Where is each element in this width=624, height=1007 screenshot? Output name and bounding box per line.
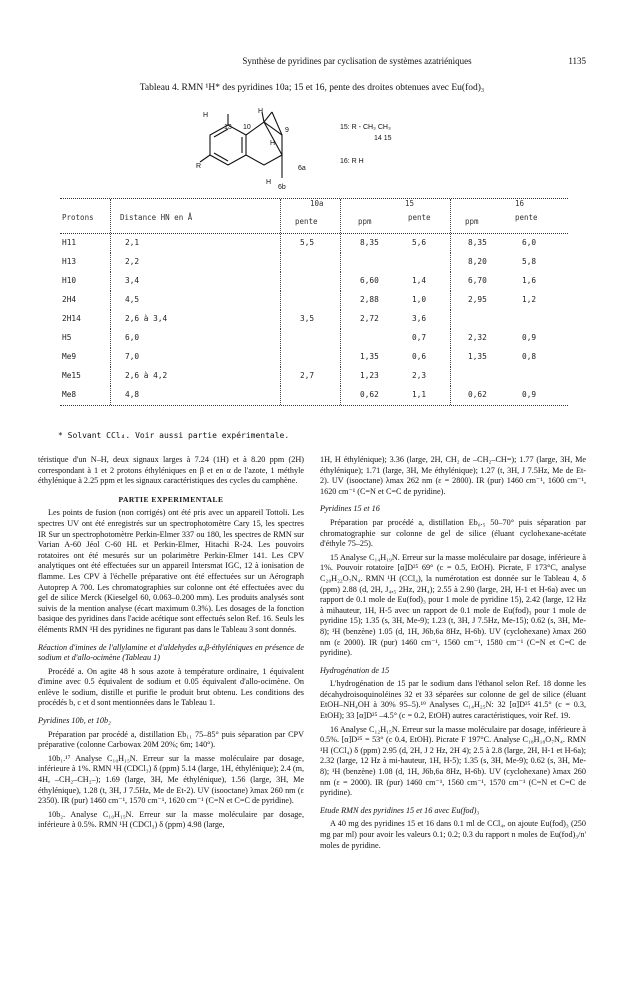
header-pente-16: pente — [515, 213, 538, 222]
col-divider — [110, 329, 111, 348]
col-divider — [450, 329, 451, 348]
struct-label-9: 9 — [285, 127, 289, 134]
table-footnote: * Solvant CCl₄. Voir aussi partie expérimentale. — [58, 431, 290, 440]
struct-label-r: R — [196, 163, 202, 170]
header-pente-15: pente — [408, 213, 431, 222]
col-divider — [280, 199, 281, 233]
table-cell: Me8 — [62, 390, 77, 399]
running-title: Synthèse de pyridines par cyclisation de systèmes azatriéniques — [242, 56, 472, 66]
table-cell: 6,0 — [125, 333, 140, 342]
table-cell: 6,60 — [360, 276, 379, 285]
col-divider — [450, 234, 451, 253]
table-caption: Tableau 4. RMN ¹H* des pyridines 10a; 15 et 16, pente des droites obtenues avec Eu(fod)₃ — [139, 83, 485, 93]
col-divider — [340, 367, 341, 386]
struct-subs-15-nums: 14 15 — [374, 135, 392, 142]
table-cell: 2,1 — [125, 238, 140, 247]
col-divider — [450, 386, 451, 405]
struct-label-h3: H — [270, 140, 276, 147]
header-compound-10a: 10a — [310, 199, 324, 208]
table-cell: 2H4 — [62, 295, 77, 304]
paragraph: 16 Analyse C₁₂H₁₅N. Erreur sur la masse moléculaire par dosage, inférieure à 0.5%. [α]D²⁵ = 53° (c 0.4, EtOH). Picrate F 197°C. Analyse C₁₈H₁₈O₇N₄. RMN ¹H (CCl₄) δ (ppm) 2.95 (d, 2H, J 2 Hz, 2H 4); 2.5 à 2.8 (large, 2H, H-1 et H-6a); 2.32 (large, 12 Hz à mi-hauteur, 1H, H-5); 1.35 (s, 3H, Me-9); 0.62 (s, 3H, Me-8); ¹H (benzène) 1.08 (d, 1H, J6b,6a 8Hz, H-6b). UV (cyclohexane) λmax 260 nm (ε = 2000). IR (pur) 1460 cm⁻¹, 1560 cm⁻¹, 1570 cm⁻¹ (C=N et C=C de pyridine). — [320, 724, 586, 798]
table-cell: 2,7 — [300, 371, 315, 380]
col-divider — [450, 348, 451, 367]
table-header — [60, 199, 568, 233]
subsection-heading: Réaction d'imines de l'allylamine et d'aldehydes α,β-éthyléniques en présence de sodium et d'allo-ocimène (Tableau 1) — [38, 642, 304, 663]
col-divider — [280, 310, 281, 329]
table-cell: 0,8 — [522, 352, 537, 361]
col-divider — [110, 291, 111, 310]
struct-label-h2: H — [258, 108, 264, 115]
col-divider — [450, 367, 451, 386]
col-divider — [340, 291, 341, 310]
paragraph: 15 Analyse C₁₄H₁₉N. Erreur sur la masse moléculaire par dosage, inférieure à 1%. Pouvoir rotatoire [α]D²⁵ 69° (c = 0.5, EtOH). Picrate, F 173°C, analyse C₂₀H₂₂O₇N₄. RMN ¹H (CCl₄), la numérotation est donnée sur le Tableau 4, δ (ppm) 2.88 (d, 2H, J₄,₅ 2Hz, 2H₄); 2.55 à 2.90 (large, 2H, H-1 et H-6a) avec un rapport de 0.1 mole de Eu(fod)₃ pour 1 mole de pyridine 15), 2.42 (large, 12 Hz à mihauteur, 1H, H-5 avec un rapport de 0.1 mole de Eu(fod)₃ pour 1 mole de pyridine 15); 1.35 (s, 3H, Me-9); 1.23 (t, 3H, J 7.5Hz, Me-15); 0.62 (s, 3H, Me-8); ¹H (benzène) 1.05 (d, 1H, J6b,6a 8Hz, H-6b). UV (cyclohexane) λmax 260 nm (ε 2000). IR (pur) 1460 cm⁻¹, 1560 cm⁻¹, 1580 cm⁻¹ (C=N et C=C de pyridine). — [320, 552, 586, 658]
table-cell: H11 — [62, 238, 77, 247]
header-compound-16: 16 — [515, 199, 525, 208]
col-divider — [450, 253, 451, 272]
col-divider — [110, 234, 111, 253]
table-cell: 2H14 — [62, 314, 81, 323]
table-cell: 3,4 — [125, 276, 140, 285]
struct-label-h1: H — [203, 112, 209, 119]
col-divider — [280, 272, 281, 291]
header-compound-15: 15 — [405, 199, 415, 208]
col-divider — [280, 329, 281, 348]
subsection-heading: Pyridines 10b, et 10b₂ — [38, 716, 111, 726]
paragraph: téristique d'un N–H, deux signaux larges à 7.24 (1H) et à 8.20 ppm (2H) correspondant à 1 et 2 protons éthyléniques en β et en α de l'azote, 1 méthyle éthylénique à 2.25 ppm et les signaux caractéristiques des cycles du camphène. — [38, 455, 304, 486]
running-header — [38, 56, 586, 68]
table-row — [60, 348, 568, 367]
paragraph: Procédé a. On agite 48 h sous azote à température ordinaire, 1 équivalent d'imine avec 0.5 équivalent de sodium et 0.05 équivalent d'allo-ocimène. On enlève le sodium, distille et purifie le produit brut obtenu. Les conditions des procédés b, c et d sont mentionnées dans le Tableau 1. — [38, 666, 304, 708]
table-cell: 0,62 — [468, 390, 487, 399]
table-cell: 8,35 — [468, 238, 487, 247]
pyridine-structure-diagram — [190, 100, 340, 195]
table-cell: Me9 — [62, 352, 77, 361]
col-divider — [280, 253, 281, 272]
col-divider — [450, 291, 451, 310]
table-cell: 2,88 — [360, 295, 379, 304]
table-cell: 2,6 à 4,2 — [125, 371, 168, 380]
table-cell: 1,35 — [468, 352, 487, 361]
table-cell: 5,5 — [300, 238, 315, 247]
col-divider — [280, 348, 281, 367]
table-cell: 0,9 — [522, 390, 537, 399]
table-cell: 2,6 à 3,4 — [125, 314, 168, 323]
col-divider — [280, 234, 281, 253]
left-text-column — [38, 455, 304, 834]
table-rule-bottom — [60, 405, 568, 406]
col-divider — [340, 329, 341, 348]
table-cell: 2,2 — [125, 257, 140, 266]
header-distance: Distance HN en Å — [120, 213, 193, 222]
col-divider — [280, 291, 281, 310]
table-cell: 4,5 — [125, 295, 140, 304]
table-cell: 6,70 — [468, 276, 487, 285]
table-row — [60, 310, 568, 329]
page-number: 1135 — [568, 56, 586, 66]
table-cell: 7,0 — [125, 352, 140, 361]
table-cell: 6,0 — [522, 238, 537, 247]
col-divider — [340, 348, 341, 367]
table-row — [60, 234, 568, 253]
col-divider — [340, 253, 341, 272]
struct-subs-15: 15: R - CH₃ CH₃ — [340, 124, 391, 131]
struct-subs-16: 16: R H — [340, 158, 364, 165]
table-cell: 3,5 — [300, 314, 315, 323]
col-divider — [450, 199, 451, 233]
col-divider — [280, 386, 281, 405]
table-row — [60, 253, 568, 272]
table-cell: 1,35 — [360, 352, 379, 361]
subsection-heading: Etude RMN des pyridines 15 et 16 avec Eu(fod)₃ — [320, 805, 480, 815]
col-divider — [110, 348, 111, 367]
subsection-heading: Hydrogénation de 15 — [320, 665, 390, 675]
struct-label-13: 13 — [224, 124, 232, 131]
table-row — [60, 291, 568, 310]
subsection-heading: Pyridines 15 et 16 — [320, 504, 380, 514]
col-divider — [450, 272, 451, 291]
table-row — [60, 367, 568, 386]
table-cell: H13 — [62, 257, 77, 266]
table-cell: 0,9 — [522, 333, 537, 342]
table-cell: 1,23 — [360, 371, 379, 380]
struct-label-h4: H — [266, 179, 272, 186]
header-protons: Protons — [62, 213, 94, 222]
paragraph: A 40 mg des pyridines 15 et 16 dans 0.1 ml de CCl₄, on ajoute Eu(fod)₃ (250 mg par ml) pour avoir les valeurs 0.1; 0.2; 0.3 du rapport n moles de Eu(fod)₃/n' moles de pyridine. — [320, 819, 586, 850]
paragraph: 1H, H éthylénique); 3.36 (large, 2H, CH₂ de –CH₂–CH=); 1.77 (large, 3H, Me éthylénique); 1.71 (large, 3H, Me éthylénique); 1.27 (t, 3H, J 7.5Hz, Me de Et-2). UV (isooctane) λmax 262 nm (ε = 2800). IR (pur) 1460 cm⁻¹, 1600 cm⁻¹, 1620 cm⁻¹ (C=N et C=C de pyridine). — [320, 455, 586, 496]
table-row — [60, 386, 568, 405]
table-cell: 1,0 — [412, 295, 427, 304]
nmr-table — [60, 198, 568, 406]
header-ppm-16: ppm — [465, 217, 479, 226]
table-cell: 2,3 — [412, 371, 427, 380]
col-divider — [340, 310, 341, 329]
table-row — [60, 272, 568, 291]
table-cell: 1,2 — [522, 295, 537, 304]
table-cell: 5,8 — [522, 257, 537, 266]
table-cell: 1,1 — [412, 390, 427, 399]
col-divider — [110, 367, 111, 386]
header-ppm-15: ppm — [358, 217, 372, 226]
col-divider — [110, 272, 111, 291]
table-cell: 4,8 — [125, 390, 140, 399]
table-cell: 2,72 — [360, 314, 379, 323]
struct-label-6a: 6a — [298, 165, 306, 172]
col-divider — [340, 386, 341, 405]
table-cell: 3,6 — [412, 314, 427, 323]
table-cell: 2,32 — [468, 333, 487, 342]
paragraph: 10b₂. Analyse C₁₀H₁₅N. Erreur sur la masse moléculaire par dosage, inférieure à 0.5%. RMN ¹H (CDCl₃) δ (ppm) 4.98 (large, — [38, 809, 304, 830]
col-divider — [110, 199, 111, 233]
struct-label-6b: 6b — [278, 184, 286, 191]
col-divider — [340, 199, 341, 233]
table-cell: 5,6 — [412, 238, 427, 247]
col-divider — [110, 310, 111, 329]
header-pente-10a: pente — [295, 217, 318, 226]
table-row — [60, 329, 568, 348]
section-heading: PARTIE EXPERIMENTALE — [118, 494, 224, 504]
table-cell: 0,7 — [412, 333, 427, 342]
paragraph: Préparation par procédé a, distillation Eb₁₁ 75–85° puis séparation par CPV préparative (colonne Carbowax 20M 20%; 6m; 140°). — [38, 729, 304, 750]
right-text-column — [320, 455, 586, 854]
table-cell: Me15 — [62, 371, 81, 380]
table-cell: 0,6 — [412, 352, 427, 361]
paragraph: L'hydrogénation de 15 par le sodium dans l'éthanol selon Ref. 18 donne les décahydroisoquinoléines 32 et 33 séparées sur colonne de gel de silice (éluant EtOH–NH₄OH à 30% 95–5).¹⁹ Analyses C₁₄H₂₅N: 32 [α]D²⁵ 41.5° (c = 0.3, EtOH); 33 [α]D²⁵ –4.5° (c = 0.2, EtOH) autres caractéristiques, voir Ref. 19. — [320, 679, 586, 721]
struct-label-10: 10 — [243, 124, 251, 131]
table-body — [60, 234, 568, 405]
table-cell: H10 — [62, 276, 77, 285]
table-cell: 1,6 — [522, 276, 537, 285]
paragraph: Les points de fusion (non corrigés) ont été pris avec un appareil Tottoli. Les spectres UV ont été enregistrés sur un spectrophotomètre Cary 15, les spectres IR Sur un spectrophotomètre Perkin-Elmer 337 ou 180, les spectres de RMN sur Varian A-60 Jéol C-60 HL et Perkin-Elmer, Hitachi R-24. Les pouvoirs rotatoires ont été mesurés sur un polarimètre Perkin-Elmer 141. Les CPV analytiques ont été effectuées sur un appareil Intersmat IGC, 12 à ionisation de flamme. Les CPV à l'échelle préparative ont été effectuées sur un Aérograph Autoprep A 700. Les chromatographies sur colonne ont été effectuées avec du gel de silice Merck (Kieselgel 60, 0.063–0.200 mm). Les produits analysés sont suivis de la mention analyse (écart maximum 0.3%). Les dosages de la fonction basique des pyridines dans l'acide acétique sont effectués selon Ref. 16. Seuls les éléments RMN ¹H des pyridines ne figurant pas dans le Tableau 3 sont donnés. — [38, 508, 304, 634]
table-cell: H5 — [62, 333, 72, 342]
table-cell: 2,95 — [468, 295, 487, 304]
col-divider — [280, 367, 281, 386]
paragraph: 10b₁.¹⁷ Analyse C₁₀H₁₅N. Erreur sur la masse moléculaire par dosage, inférieure à 1%. RMN ¹H (CDCl₃) δ (ppm) 5.14 (large, 1H, éthylénique); 2.4 (m, 4H, –CH₂–CH₂–); 1.69 (large, 3H, Me éthylénique), 1.56 (large, 3H, Me éthylénique), 1.28 (t, 3H, J 7.5Hz, Me de Et-2). UV (isooctane) λmax 260 nm (ε 2350). IR (pur) 1460 cm⁻¹, 1570 cm⁻¹, 1620 cm⁻¹ (C=N et C=C de pyridine). — [38, 753, 304, 806]
col-divider — [450, 310, 451, 329]
col-divider — [340, 272, 341, 291]
table-cell: 0,62 — [360, 390, 379, 399]
table-cell: 8,35 — [360, 238, 379, 247]
col-divider — [340, 234, 341, 253]
table-cell: 1,4 — [412, 276, 427, 285]
col-divider — [110, 386, 111, 405]
col-divider — [110, 253, 111, 272]
table-cell: 8,20 — [468, 257, 487, 266]
paragraph: Préparation par procédé a, distillation Eb₀.₅ 50–70° puis séparation par chromatographie sur colonne de gel de silice (éluant cyclohexane-acétate d'éthyle 75–25). — [320, 517, 586, 549]
